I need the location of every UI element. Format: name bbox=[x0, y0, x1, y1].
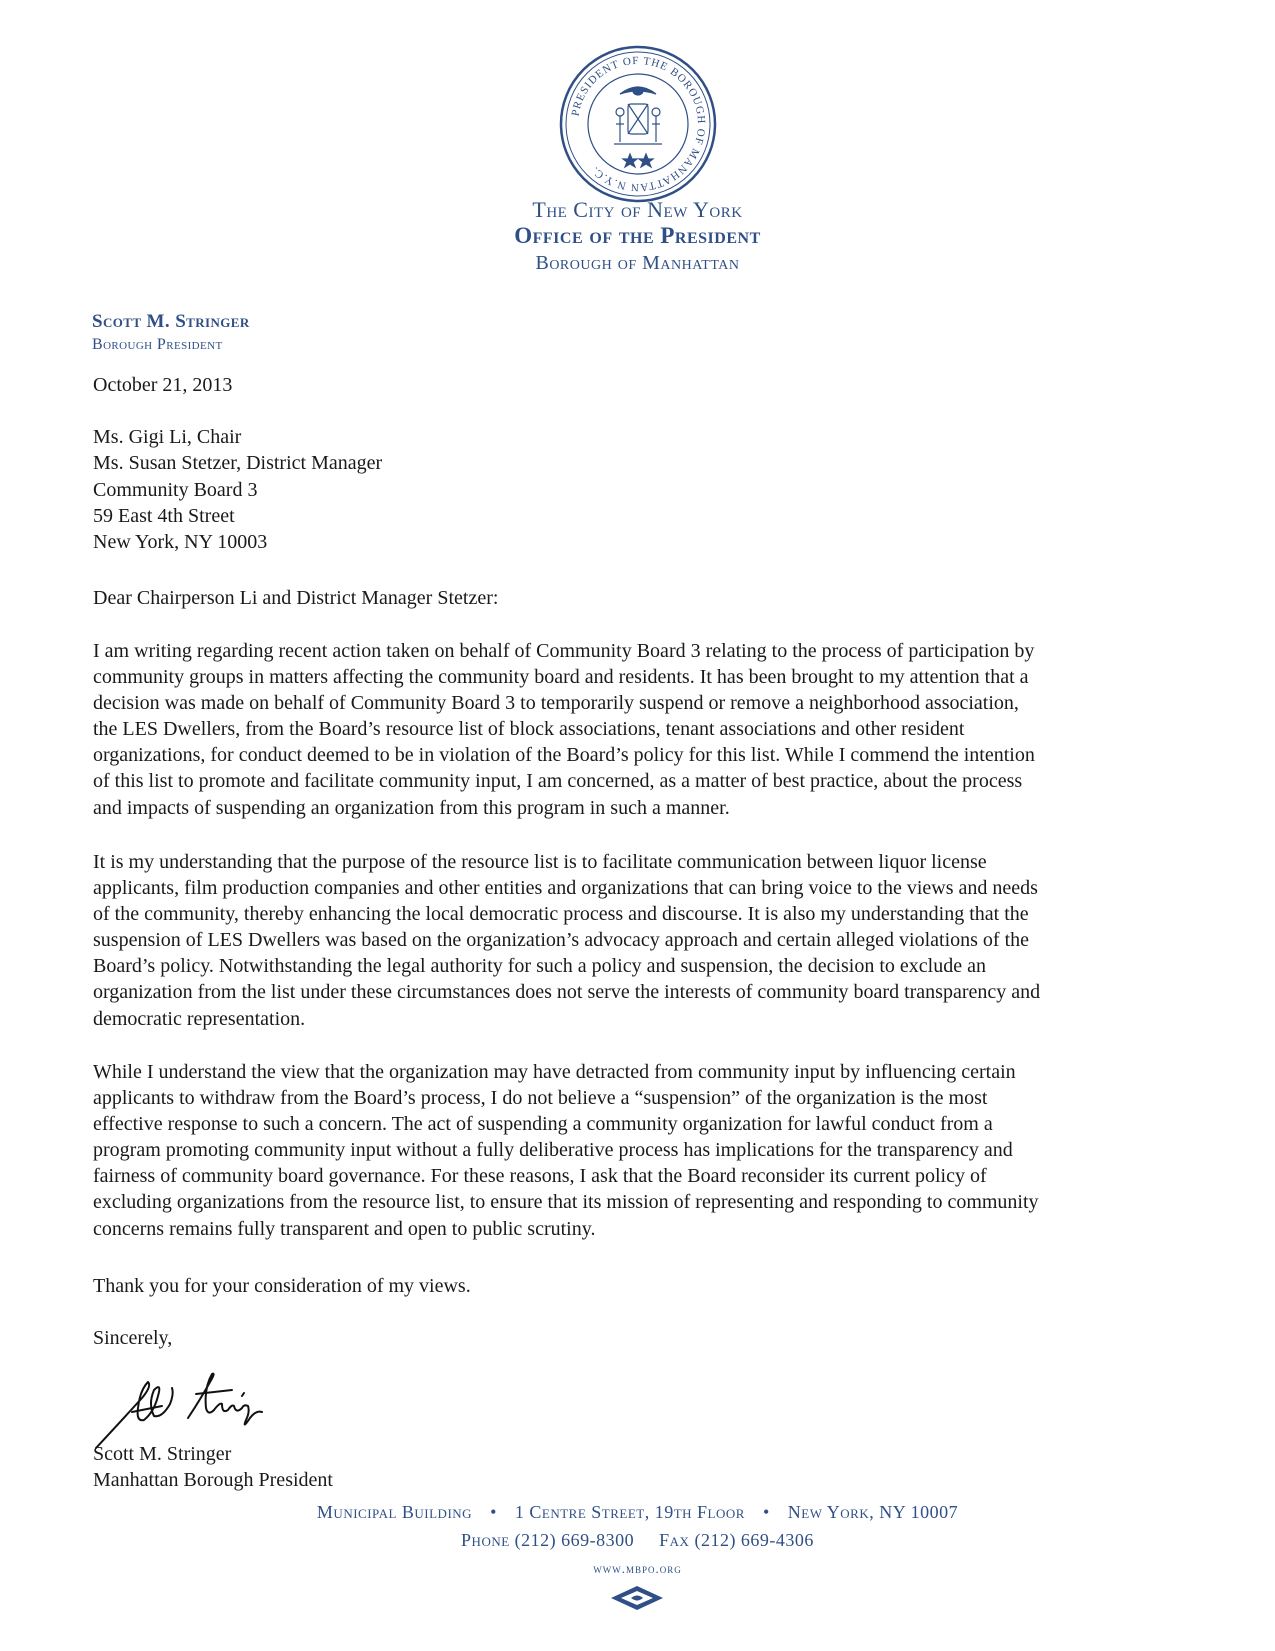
body-line: applicants, film production companies and other entities and organizations that can bring voice to the views and needs bbox=[93, 877, 1038, 900]
body-line: organization from the list under these circumstances does not serve the interests of community board transparency and bbox=[93, 981, 1041, 1004]
body-line: concerns remains fully transparent and open to public scrutiny. bbox=[93, 1217, 596, 1240]
letterhead-borough: Borough of Manhattan bbox=[535, 252, 740, 274]
letterhead-office: Office of the President bbox=[514, 223, 761, 248]
body-line: decision was made on behalf of Community Board 3 to temporarily suspend or remove a neighborhood association, bbox=[93, 692, 1019, 715]
footer-fax: Fax (212) 669-4306 bbox=[659, 1530, 814, 1550]
body-line: While I understand the view that the organization may have detracted from community input by influencing certain bbox=[93, 1061, 1016, 1083]
body-line: community groups in matters affecting the community board and residents. It has been brought to my attention that a bbox=[93, 666, 1029, 689]
sender-title: Borough President bbox=[92, 336, 223, 353]
recipient-address bbox=[93, 424, 382, 555]
body-line: effective response to such a concern. The act of suspending a community organization for lawful conduct from a bbox=[93, 1113, 993, 1136]
body-line: It is my understanding that the purpose of the resource list is to facilitate communication between liquor license bbox=[93, 851, 987, 873]
body-line: excluding organizations from the resource list, to ensure that its mission of representing and responding to community bbox=[93, 1191, 1039, 1214]
body-line: program promoting community input without a fully deliberative process has implications for the transparency and bbox=[93, 1139, 1013, 1162]
svg-text:PRESIDENT OF THE BOROUGH OF MA bbox=[570, 55, 708, 193]
thanks-line: Thank you for your consideration of my views. bbox=[93, 1275, 471, 1297]
body-line: of this list to promote and facilitate community input, I am concerned, as a matter of best practice, about the process bbox=[93, 770, 1023, 793]
bullet-separator: • bbox=[490, 1502, 497, 1522]
body-line: applicants to withdraw from the Board’s process, I do not believe a “suspension” of the organization is the most bbox=[93, 1087, 988, 1110]
salutation: Dear Chairperson Li and District Manager Stetzer: bbox=[93, 587, 499, 609]
recipient-line: Community Board 3 bbox=[93, 478, 258, 501]
recipient-line: Ms. Susan Stetzer, District Manager bbox=[93, 452, 383, 475]
footer-street: 1 Centre Street, 19th Floor bbox=[514, 1502, 745, 1522]
body-line: of the community, thereby enhancing the local democratic process and discourse. It is also my understanding that the bbox=[93, 903, 1029, 926]
bullet-separator: • bbox=[762, 1502, 770, 1522]
closing: Sincerely, bbox=[93, 1327, 173, 1349]
signer-title: Manhattan Borough President bbox=[93, 1469, 333, 1492]
letter-date: October 21, 2013 bbox=[93, 374, 233, 396]
signer-name: Scott M. Stringer bbox=[93, 1443, 232, 1465]
body-line: and impacts of suspending an organization from this program in such a manner. bbox=[93, 796, 730, 819]
handwritten-signature-icon bbox=[92, 1360, 282, 1452]
body-line: organizations, for conduct deemed to be in violation of the Board’s policy for this list. While I commend the intention bbox=[93, 744, 1035, 767]
footer-address bbox=[0, 1502, 1275, 1523]
footer-website[interactable]: www.mbpo.org bbox=[593, 1561, 682, 1576]
body-line: Board’s policy. Notwithstanding the legal authority for such a policy and suspension, the decision to exclude an bbox=[93, 955, 986, 978]
footer-building: Municipal Building bbox=[316, 1502, 473, 1522]
letterhead-city: The City of New York bbox=[532, 197, 743, 222]
body-line: the LES Dwellers, from the Board’s resource list of block associations, tenant associations and other resident bbox=[93, 718, 965, 741]
body-line: fairness of community board governance. For these reasons, I ask that the Board reconsider its current policy of bbox=[93, 1165, 987, 1188]
recipient-line: New York, NY 10003 bbox=[93, 531, 268, 554]
footer-city: New York, NY 10007 bbox=[787, 1502, 959, 1522]
seal-text: PRESIDENT OF THE BOROUGH OF MANHATTAN N.Y.C. bbox=[569, 54, 708, 194]
sender-name: Scott M. Stringer bbox=[92, 311, 250, 332]
mbpo-diamond-logo-icon bbox=[609, 1585, 665, 1611]
footer-contact bbox=[0, 1530, 1275, 1551]
signer-block bbox=[93, 1441, 333, 1494]
body-paragraph-3 bbox=[93, 1059, 1039, 1242]
recipient-line: 59 East 4th Street bbox=[93, 504, 235, 527]
footer-phone: Phone (212) 669-8300 bbox=[461, 1530, 635, 1550]
body-paragraph-1 bbox=[93, 638, 1035, 821]
body-paragraph-2 bbox=[93, 849, 1040, 1032]
body-line: I am writing regarding recent action taken on behalf of Community Board 3 relating to the process of participation by bbox=[93, 640, 1035, 662]
body-line: suspension of LES Dwellers was based on the organization’s advocacy approach and certain alleged violations of the bbox=[93, 929, 1030, 952]
body-line: democratic representation. bbox=[93, 1007, 306, 1030]
recipient-line: Ms. Gigi Li, Chair bbox=[93, 426, 242, 448]
borough-seal-icon bbox=[558, 44, 718, 204]
